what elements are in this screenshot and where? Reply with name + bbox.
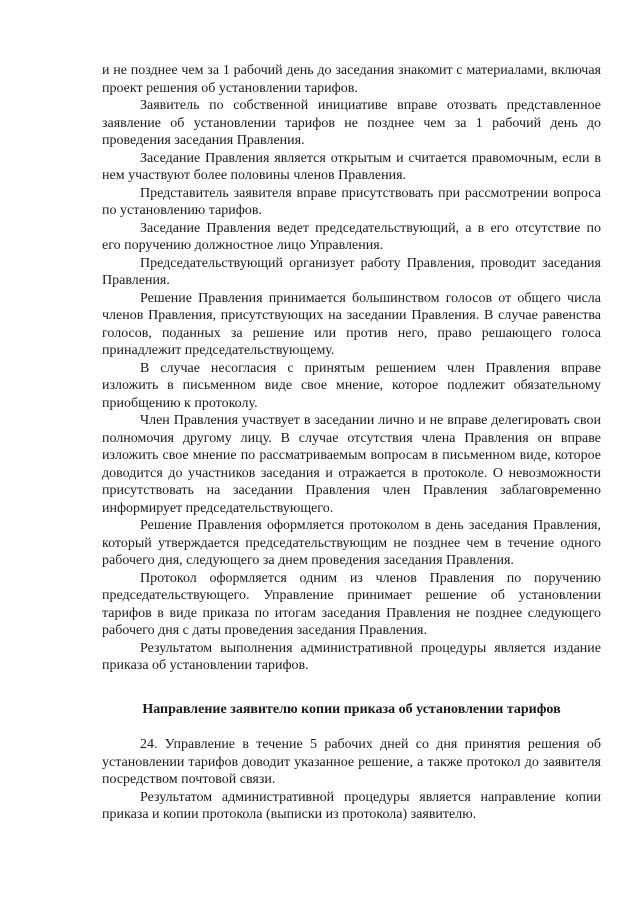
paragraph: Заседание Правления является открытым и считается правомочным, если в нем участвуют более половины членов Правления. xyxy=(102,150,601,183)
paragraph: В случае несогласия с принятым решением член Правления вправе изложить в письменном виде свое мнение, которое подлежит обязательному приобщению к протоколу. xyxy=(102,360,601,411)
section-heading: Направление заявителю копии приказа об установлении тарифов xyxy=(142,701,561,717)
paragraph: Представитель заявителя вправе присутствовать при рассмотрении вопроса по установлению тарифов. xyxy=(102,185,601,218)
paragraph: Результатом выполнения административной процедуры является издание приказа об установлении тарифов. xyxy=(102,640,601,673)
paragraph: Член Правления участвует в заседании лично и не вправе делегировать свои полномочия другому лицу. В случае отсутствия члена Правления он вправе изложить свое мнение по рассматриваемым вопросам в письменном виде, которое доводится до участников заседания и отражается в протоколе. О невозможности присутствовать на заседании Правления член Правления заблаговременно информирует председательствующего. xyxy=(102,413,601,516)
paragraph: Решение Правления оформляется протоколом в день заседания Правления, который утверждается председательствующим не позднее чем в течение одного рабочего дня, следующего за днем проведения заседания Правления. xyxy=(102,518,601,568)
paragraph: 24. Управление в течение 5 рабочих дней со дня принятия решения об установлении тарифов доводит указанное решение, а также протокол до заявителя посредством почтовой связи. xyxy=(102,737,601,787)
paragraph: и не позднее чем за 1 рабочий день до заседания знакомит с материалами, включая проект решения об установлении тарифов. xyxy=(102,63,601,96)
paragraph: Заседание Правления ведет председательствующий, а в его отсутствие по его поручению должностное лицо Управления. xyxy=(102,220,601,253)
paragraph: Результатом административной процедуры является направление копии приказа и копии протокола (выписки из протокола) заявителю. xyxy=(102,789,601,822)
paragraph: Протокол оформляется одним из членов Правления по поручению председательствующего. Управление принимает решение об установлении тарифов в виде приказа по итогам заседания Правления не позднее следующего рабочего дня с даты проведения заседания Правления. xyxy=(102,570,601,638)
paragraph: Председательствующий организует работу Правления, проводит заседания Правления. xyxy=(102,255,601,288)
document-body xyxy=(102,62,601,824)
paragraph: Решение Правления принимается большинством голосов от общего числа членов Правления, присутствующих на заседании Правления. В случае равенства голосов, поданных за решение или против него, право решающего голоса принадлежит председательствующему. xyxy=(102,290,601,358)
paragraph: Заявитель по собственной инициативе вправе отозвать представленное заявление об установлении тарифов не позднее чем за 1 рабочий день до проведения заседания Правления. xyxy=(102,98,601,148)
